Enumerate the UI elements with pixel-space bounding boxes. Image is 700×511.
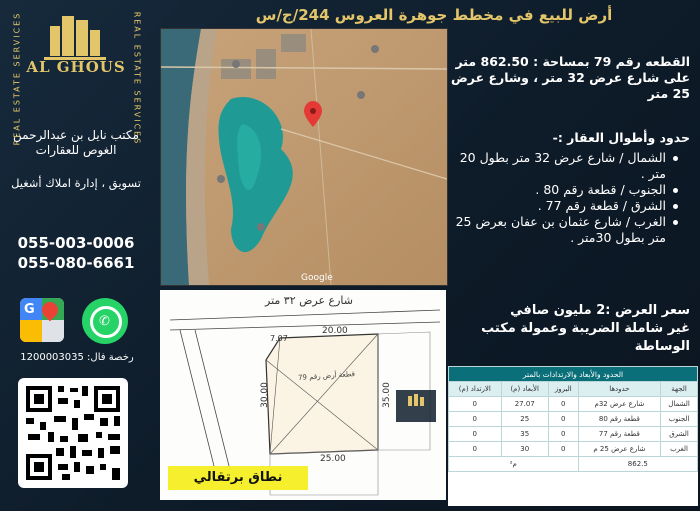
- whatsapp-icon[interactable]: ✆: [82, 298, 128, 344]
- phone-1[interactable]: 055-003-0006: [17, 234, 135, 252]
- dim-bottom: 25.00: [320, 454, 346, 464]
- table-header: الجهة: [661, 382, 698, 397]
- zone-label: نطاق برتقالي: [168, 466, 308, 490]
- dim-small: 7.07: [270, 334, 288, 343]
- phone-2[interactable]: 055-080-6661: [17, 254, 135, 272]
- table-header: البروز: [548, 382, 578, 397]
- table-row: الجنوب قطعة رقم 80 0 25 0: [449, 412, 698, 427]
- table-row: الشمال شارع عرض 32م 0 27.07 0: [449, 397, 698, 412]
- table-title: الحدود والأبعاد والارتدادات بالمتر: [449, 367, 698, 382]
- bounds-list: [450, 150, 680, 246]
- bound-west: الغرب / شارع عثمان بن عفان بعرض 25 متر بطول 30متر .: [450, 214, 666, 246]
- price-block: سعر العرض :2 مليون صافي غير شاملة الضريبة وعمولة مكتب الوساطة: [481, 303, 690, 354]
- qr-code-icon[interactable]: [18, 378, 128, 488]
- license-number: رخصة فال: 1200003035: [20, 352, 134, 363]
- area-value: 862.5: [578, 457, 697, 472]
- table-row: الشرق قطعة رقم 77 0 35 0: [449, 427, 698, 442]
- street-top-label: شارع عرض ٣٢ متر: [265, 294, 353, 307]
- bound-south: الجنوب / قطعة رقم 80 .: [450, 182, 666, 198]
- satellite-map[interactable]: [160, 28, 448, 286]
- bound-east: الشرق / قطعة رقم 77 .: [450, 198, 666, 214]
- table-header: الأبعاد (م): [501, 382, 548, 397]
- plot-label: قطعة أرض رقم 79: [297, 370, 356, 382]
- bound-north: الشمال / شارع عرض 32 متر بطول 20 متر .: [450, 150, 666, 182]
- table-header: حدودها: [578, 382, 661, 397]
- bounds-title: حدود وأطوال العقار :-: [552, 130, 690, 145]
- area-label: م²: [449, 457, 579, 472]
- dim-left: 30.00: [259, 382, 270, 408]
- brand-tagline-left: REAL ESTATE SERVICES: [12, 11, 22, 146]
- brand-tagline-right: REAL ESTATE SERVICES: [132, 11, 142, 146]
- dim-top: 20.00: [322, 326, 348, 336]
- table-row: الغرب شارع عرض 25 م 0 30 0: [449, 442, 698, 457]
- table-header: الارتداد (م): [449, 382, 502, 397]
- plot-description: القطعه رقم 79 بمساحة : 862.50 متر على شارع عرض 32 متر ، وشارع عرض 25 متر: [450, 54, 690, 101]
- logo-icon: [14, 4, 138, 102]
- office-name: مكتب نايل بن عبدالرحمن الغوص للعقارات: [13, 128, 139, 157]
- dim-right: 35.00: [381, 382, 392, 408]
- services-text: تسويق ، إدارة املاك أشغيل: [11, 176, 141, 190]
- plot-plan[interactable]: [160, 290, 446, 500]
- brand-name: AL GHOUS: [26, 58, 126, 76]
- table-area-row: [449, 457, 698, 472]
- bounds-table: [448, 366, 698, 506]
- page-title: أرض للبيع في مخطط جوهرة العروس 244/ج/س: [255, 6, 613, 24]
- google-maps-icon[interactable]: G: [20, 298, 64, 342]
- google-map-label: Google: [301, 273, 333, 283]
- left-column: [0, 0, 152, 511]
